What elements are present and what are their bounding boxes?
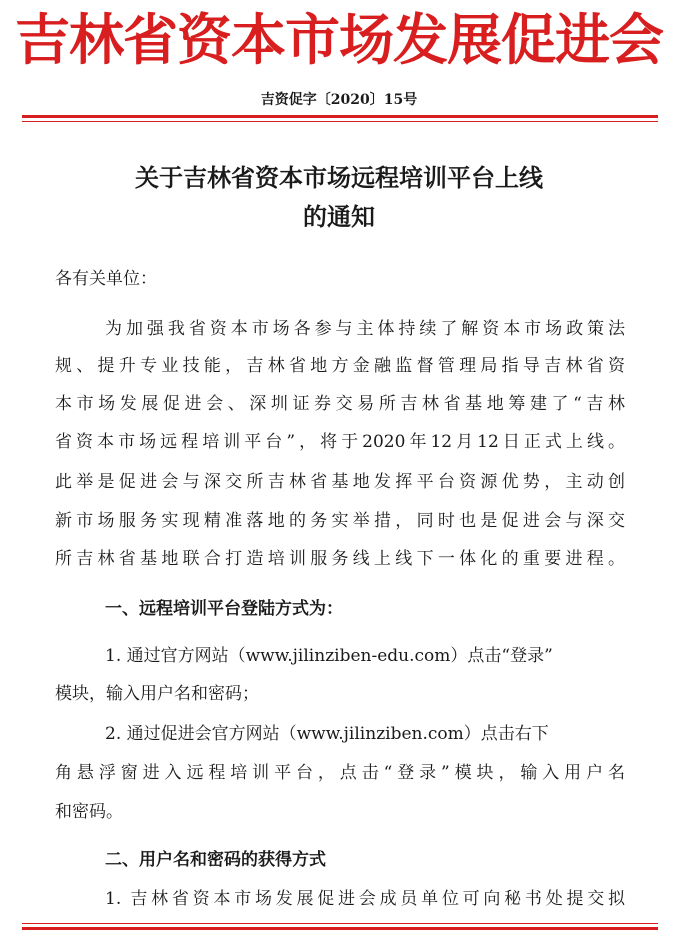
section-1-item-2-line: 和密码。 xyxy=(55,802,123,822)
salutation: 各有关单位： xyxy=(55,269,157,289)
intro-line: 所吉林省基地联合打造培训服务线上线下一体化的重要进程。 xyxy=(55,549,625,569)
intro-line: 本市场发展促进会、深圳证券交易所吉林省基地筹建了“吉林 xyxy=(55,394,625,414)
section-1-heading: 一、远程培训平台登陆方式为： xyxy=(105,599,343,619)
header-rule-thin xyxy=(22,121,658,122)
footer-rule-thick xyxy=(22,927,658,930)
intro-line: 省资本市场远程培训平台”，将于2020年12月12日正式上线。 xyxy=(55,432,625,452)
section-1-item-2-line: 角悬浮窗进入远程培训平台，点击“登录”模块，输入用户名 xyxy=(55,763,625,783)
section-1-item-2-line: 2. 通过促进会官方网站（www.jilinziben.com）点击右下 xyxy=(105,724,549,744)
section-2-heading: 二、用户名和密码的获得方式 xyxy=(105,850,326,870)
section-1-item-1-line: 模块，输入用户名和密码； xyxy=(55,684,259,704)
document-number: 吉资促字〔2020〕15号 xyxy=(260,92,418,108)
section-1-item-1-line: 1. 通过官方网站（www.jilinziben-edu.com）点击“登录” xyxy=(105,646,553,666)
intro-line: 规、提升专业技能，吉林省地方金融监督管理局指导吉林省资 xyxy=(55,356,625,376)
header-rule-thick xyxy=(22,115,658,118)
org-masthead: 吉林省资本市场发展促进会 xyxy=(14,8,663,72)
notice-title-line-2: 的通知 xyxy=(303,203,375,231)
intro-line: 此举是促进会与深交所吉林省基地发挥平台资源优势，主动创 xyxy=(55,472,625,492)
intro-line: 为加强我省资本市场各参与主体持续了解资本市场政策法 xyxy=(105,319,625,339)
notice-title-line-1: 关于吉林省资本市场远程培训平台上线 xyxy=(135,164,543,192)
footer-rule-thin xyxy=(22,923,658,924)
section-2-item-1-line: 1. 吉林省资本市场发展促进会成员单位可向秘书处提交拟 xyxy=(105,889,625,909)
intro-line: 新市场服务实现精准落地的务实举措，同时也是促进会与深交 xyxy=(55,511,625,531)
